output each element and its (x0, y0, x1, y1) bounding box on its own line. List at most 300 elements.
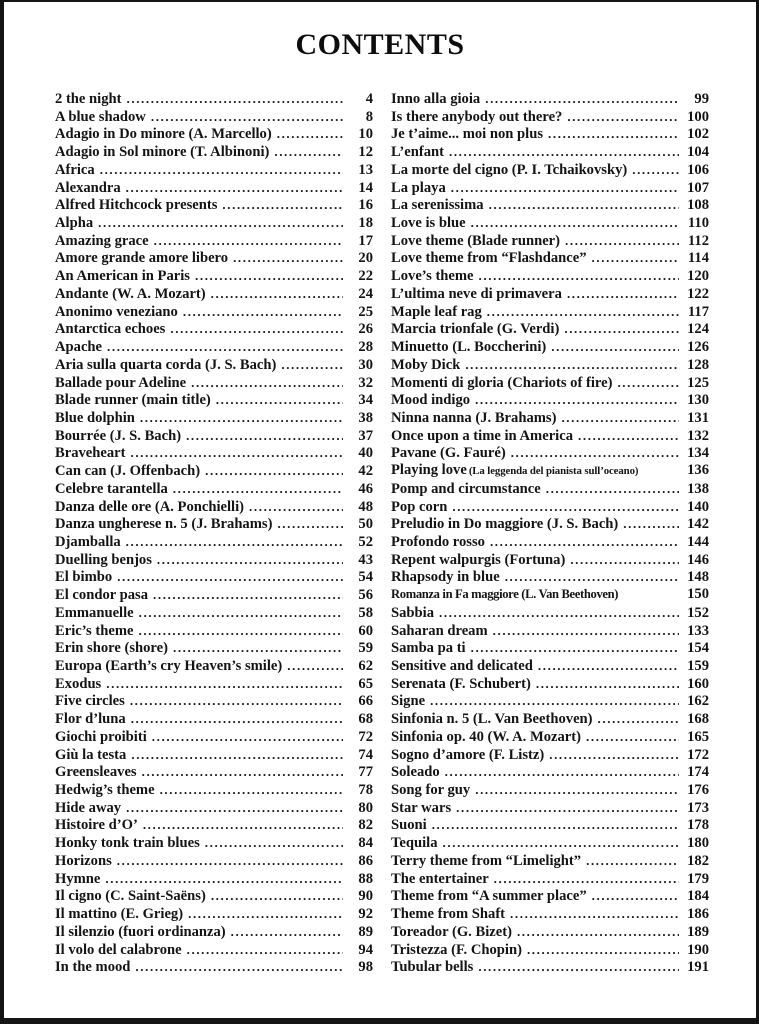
toc-entry-text (391, 640, 466, 657)
toc-entry-title: Romanza in Fa maggiore (L. Van Beethoven) (391, 587, 619, 602)
toc-entry-page: 80 (358, 799, 373, 816)
toc-entry-title: Adagio in Sol minore (T. Albinoni) (55, 144, 270, 161)
toc-entry (391, 941, 709, 959)
toc-entry-page: 10 (358, 126, 373, 143)
toc-entry (391, 781, 709, 799)
leader-dots (432, 816, 679, 834)
leader-dots (183, 303, 343, 321)
toc-entry-title: Hymne (55, 870, 101, 887)
toc-entry-text (391, 233, 560, 250)
toc-entry-page: 132 (687, 427, 709, 444)
toc-entry-title: Serenata (F. Schubert) (391, 675, 531, 692)
leader-dots (538, 657, 679, 675)
toc-entry-text (55, 91, 122, 108)
toc-entry-title: Il cigno (C. Saint-Saëns) (55, 888, 206, 905)
toc-entry (55, 285, 373, 303)
toc-entry-title: L’ultima neve di primavera (391, 285, 562, 302)
toc-entry-page: 59 (358, 640, 373, 657)
toc-entry-title: Danza ungherese n. 5 (J. Brahams) (55, 516, 273, 533)
toc-entry-text (55, 800, 121, 817)
toc-entry-text (55, 676, 101, 693)
toc-entry-title: Sinfonia op. 40 (W. A. Mozart) (391, 728, 581, 745)
toc-entry-title: Once upon a time in America (391, 427, 574, 444)
toc-entry-title: Toreador (G. Bizet) (391, 923, 512, 940)
toc-entry-text (55, 516, 272, 533)
toc-entry-text (55, 623, 133, 640)
toc-entry-title: Pop corn (391, 498, 448, 515)
toc-entry (391, 143, 709, 161)
leader-dots (107, 338, 343, 356)
toc-entry-text (391, 499, 447, 516)
toc-entry-page: 107 (687, 179, 709, 196)
leader-dots (478, 958, 679, 976)
toc-entry-title: Apache (55, 339, 103, 356)
toc-entry-title: Sinfonia n. 5 (L. Van Beethoven) (391, 711, 593, 728)
toc-entry-title: Maple leaf rag (391, 303, 482, 320)
toc-entry-title: Sogno d’amore (F. Listz) (391, 746, 545, 763)
toc-entry-title: Hedwig’s theme (55, 782, 155, 799)
toc-entry-page: 104 (687, 144, 709, 161)
toc-entry-page: 32 (358, 374, 373, 391)
toc-entry-title: Samba pa ti (391, 640, 466, 657)
toc-column-left (55, 90, 373, 976)
toc-entry-title: Amazing grace (55, 232, 149, 249)
toc-entry-title: Profondo rosso (391, 533, 485, 550)
leader-dots (479, 267, 679, 285)
leader-dots (139, 604, 343, 622)
toc-entry (391, 498, 709, 516)
toc-entry-title: Blue dolphin (55, 409, 135, 426)
toc-entry-title: Alpha (55, 215, 94, 232)
toc-entry-page: 190 (687, 941, 709, 958)
toc-entry-title: Soleado (391, 764, 440, 781)
toc-entry-page: 43 (358, 551, 373, 568)
toc-entry (391, 746, 709, 764)
toc-entry (391, 409, 709, 427)
leader-dots (106, 675, 343, 693)
toc-entry-text (391, 835, 438, 852)
toc-entry-text (55, 233, 149, 250)
toc-entry-title: Erin shore (shore) (55, 640, 168, 657)
toc-entry-text (391, 534, 485, 551)
toc-entry-text (55, 250, 228, 267)
toc-entry-page: 108 (687, 197, 709, 214)
toc-entry (391, 604, 709, 622)
toc-entry-text (55, 144, 269, 161)
toc-entry-title: Il silenzio (fuori ordinanza) (55, 923, 226, 940)
toc-entry-text (55, 888, 206, 905)
toc-entry-title: Ninna nanna (J. Brahams) (391, 409, 557, 426)
toc-entry-text (391, 321, 559, 338)
toc-entry (391, 444, 709, 462)
toc-entry-page: 28 (358, 339, 373, 356)
toc-entry-text (55, 658, 282, 675)
leader-dots (281, 356, 343, 374)
toc-entry-text (391, 942, 522, 959)
leader-dots (517, 923, 679, 941)
toc-entry-text (55, 392, 211, 409)
toc-entry-page: 98 (358, 959, 373, 976)
toc-entry (55, 214, 373, 232)
toc-entry-title: In the mood (55, 959, 131, 976)
leader-dots (567, 108, 679, 126)
toc-entry (55, 870, 373, 888)
toc-entry (55, 303, 373, 321)
toc-entry-page: 134 (687, 445, 709, 462)
toc-entry-title: Il volo del calabrone (55, 941, 182, 958)
leader-dots (140, 409, 343, 427)
toc-entry (391, 356, 709, 374)
toc-entry-page: 30 (358, 356, 373, 373)
toc-entry-title: Tristezza (F. Chopin) (391, 941, 522, 958)
toc-entry-text (391, 800, 451, 817)
toc-entry-text (391, 197, 484, 214)
toc-entry-title: Adagio in Do minore (A. Marcello) (55, 126, 272, 143)
leader-dots (586, 728, 679, 746)
leader-dots (578, 427, 679, 445)
toc-entry (391, 887, 709, 905)
toc-entry-title: Emmanuelle (55, 604, 134, 621)
leader-dots (623, 515, 679, 533)
leader-dots (152, 728, 343, 746)
toc-entry-text (55, 640, 168, 657)
toc-entry-page: 88 (358, 870, 373, 887)
toc-entry (391, 179, 709, 197)
toc-entry-text (391, 658, 533, 675)
toc-entry-page: 99 (694, 91, 709, 107)
toc-entry (55, 834, 373, 852)
toc-entry-text (55, 693, 125, 710)
leader-dots (188, 905, 343, 923)
toc-entry-title: Moby Dick (391, 356, 461, 373)
toc-entry-text (55, 747, 126, 764)
leader-dots (536, 675, 679, 693)
toc-entry (55, 320, 373, 338)
leader-dots (487, 303, 679, 321)
toc-entry-text (391, 304, 482, 321)
leader-dots (451, 179, 679, 197)
leader-dots (191, 374, 343, 392)
toc-entry-title: The entertainer (391, 870, 489, 887)
toc-entry-page: 18 (358, 215, 373, 232)
toc-entry-title: Africa (55, 161, 95, 178)
leader-dots (153, 586, 343, 604)
toc-entry (55, 923, 373, 941)
toc-entry-title: Hide away (55, 799, 122, 816)
leader-dots (565, 232, 679, 250)
toc-entry-title: Signe (391, 693, 426, 710)
toc-entry-text (391, 428, 573, 445)
toc-entry-page: 20 (358, 250, 373, 267)
toc-entry-text (55, 463, 200, 480)
toc-entry-page: 180 (687, 835, 709, 852)
leader-dots (445, 763, 679, 781)
toc-entry-title: Marcia trionfale (G. Verdi) (391, 321, 560, 338)
toc-entry (55, 887, 373, 905)
toc-entry-text (391, 729, 581, 746)
toc-entry-page: 50 (358, 516, 373, 533)
leader-dots (475, 391, 679, 409)
toc-entry-text (391, 623, 488, 640)
toc-entry-text (55, 782, 155, 799)
leader-dots (586, 852, 679, 870)
toc-entry-title: Exodus (55, 675, 102, 692)
toc-entry-title: La playa (391, 179, 446, 196)
toc-entry-page: 46 (358, 480, 373, 497)
toc-entry-text (391, 747, 544, 764)
toc-entry-title: Love is blue (391, 215, 466, 232)
toc-entry (391, 568, 709, 586)
toc-entry (55, 356, 373, 374)
leader-dots (617, 374, 679, 392)
toc-entry (391, 834, 709, 852)
toc-entry (55, 958, 373, 976)
toc-entry-page: 68 (358, 711, 373, 728)
toc-entry (391, 870, 709, 888)
toc-entry-text (55, 711, 126, 728)
toc-column-right (391, 90, 709, 976)
toc-entry-page: 172 (687, 746, 709, 763)
leader-dots (274, 143, 343, 161)
toc-entry-page: 130 (687, 392, 709, 409)
leader-dots (126, 179, 343, 197)
leader-dots (632, 161, 679, 179)
toc-entry-page: 144 (687, 533, 709, 550)
toc-entry-text (391, 711, 593, 728)
toc-entry (55, 179, 373, 197)
leader-dots (216, 391, 343, 409)
toc-entry (391, 515, 709, 533)
toc-entry-text (55, 410, 135, 427)
toc-entry-page: 54 (358, 569, 373, 586)
toc-entry-title: Love’s theme (391, 268, 474, 285)
toc-entry (55, 568, 373, 586)
toc-entry-title: An American in Paris (55, 268, 190, 285)
toc-entry (391, 639, 709, 657)
leader-dots (117, 852, 343, 870)
toc-entry (55, 852, 373, 870)
toc-entry-title: Flor d’luna (55, 711, 126, 728)
toc-entry-text (391, 268, 474, 285)
toc-entry-page: 56 (358, 587, 373, 604)
toc-entry-page: 102 (687, 126, 709, 143)
toc-entry-page: 34 (358, 392, 373, 409)
contents-page (4, 2, 756, 1018)
toc-entry (55, 498, 373, 516)
toc-entry (55, 90, 373, 108)
leader-dots (157, 551, 343, 569)
toc-entry-title: Theme from “A summer place” (391, 888, 587, 905)
toc-entry-text (55, 304, 178, 321)
toc-entry-text (55, 764, 137, 781)
leader-dots (527, 941, 679, 959)
toc-entry-title: Theme from Shaft (391, 906, 506, 923)
toc-entry (391, 852, 709, 870)
toc-entry-page: 140 (687, 498, 709, 515)
toc-entry (391, 462, 709, 480)
toc-entry (391, 905, 709, 923)
toc-entry-page: 159 (687, 658, 709, 674)
toc-entry-text (55, 534, 121, 551)
toc-entry-text (55, 605, 134, 622)
toc-entry-page: 72 (358, 728, 373, 745)
toc-entry-page: 62 (358, 658, 373, 674)
toc-entry-title: Tubular bells (391, 959, 474, 976)
toc-entry-page: 131 (687, 409, 709, 426)
toc-entry-page: 90 (358, 888, 373, 905)
toc-entry-page: 136 (687, 462, 709, 479)
toc-entry (55, 941, 373, 959)
toc-entry-text (391, 676, 531, 693)
toc-entry-text (391, 906, 505, 923)
toc-entry-page: 173 (687, 799, 709, 816)
leader-dots (126, 533, 343, 551)
leader-dots (561, 409, 679, 427)
toc-entry-title: Is there anybody out there? (391, 108, 563, 125)
toc-entry-page: 25 (358, 303, 373, 320)
toc-entry-text (391, 817, 427, 834)
leader-dots (494, 870, 679, 888)
leader-dots (151, 108, 343, 126)
toc-entry-page: 89 (358, 923, 373, 940)
toc-entry-page: 17 (358, 232, 373, 249)
toc-entry (55, 905, 373, 923)
toc-entry (55, 639, 373, 657)
toc-entry-text (55, 357, 276, 374)
toc-entry-title: Il mattino (E. Grieg) (55, 906, 184, 923)
toc-entry (391, 480, 709, 498)
toc-entry-page: 154 (687, 640, 709, 657)
toc-entry-page: 42 (358, 463, 373, 480)
toc-entry-text (55, 339, 102, 356)
toc-entry-page: 114 (687, 250, 709, 267)
toc-entry-title: El condor pasa (55, 587, 148, 604)
toc-entry-page: 176 (687, 782, 709, 799)
toc-entry (391, 391, 709, 409)
toc-entry (391, 232, 709, 250)
toc-entry-title: Histoire d’O’ (55, 817, 138, 834)
toc-entry-text (391, 693, 425, 710)
toc-entry-page: 100 (687, 108, 709, 125)
toc-entry-title: Aria sulla quarta corda (J. S. Bach) (55, 356, 277, 373)
toc-entry (55, 338, 373, 356)
toc-entry-page: 14 (358, 179, 373, 196)
leader-dots (277, 515, 343, 533)
toc-entry (391, 320, 709, 338)
leader-dots (131, 444, 343, 462)
toc-entry-title: 2 the night (55, 91, 122, 107)
toc-entry-page: 40 (358, 445, 373, 462)
leader-dots (233, 249, 343, 267)
toc-entry (391, 763, 709, 781)
toc-entry-page: 162 (687, 693, 709, 710)
toc-entry (391, 196, 709, 214)
toc-entry-text (55, 817, 138, 834)
toc-entry-text (391, 516, 618, 533)
toc-entry-title: Pomp and circumstance (391, 480, 541, 497)
toc-entry-page: 191 (687, 959, 709, 976)
toc-entry-title: Tequila (391, 835, 438, 852)
toc-entry-text (55, 126, 272, 143)
toc-entry-title: Song for guy (391, 782, 471, 799)
toc-entry-text (55, 853, 112, 870)
toc-entry-title: Amore grande amore libero (55, 250, 229, 267)
toc-entry-text (391, 162, 627, 179)
toc-entry-page: 16 (358, 197, 373, 214)
toc-entry-title: Eric’s theme (55, 622, 134, 639)
toc-entry-page: 142 (687, 516, 709, 533)
toc-entry-title: Celebre tarantella (55, 480, 168, 497)
toc-entry-text (55, 942, 182, 959)
toc-entry-page: 148 (687, 569, 709, 586)
toc-entry-text (55, 428, 181, 445)
leader-dots (117, 568, 343, 586)
toc-entry-text (55, 587, 148, 604)
toc-entry-page: 165 (687, 728, 709, 745)
toc-entry (391, 958, 709, 976)
leader-dots (205, 834, 343, 852)
toc-entry-title: Suoni (391, 817, 427, 834)
toc-entry-text (55, 375, 186, 392)
toc-entry (55, 108, 373, 126)
toc-entry (391, 710, 709, 728)
leader-dots (249, 498, 343, 516)
leader-dots (160, 781, 343, 799)
toc-entry-title: Andante (W. A. Mozart) (55, 285, 206, 302)
toc-entry (391, 125, 709, 143)
toc-entry-text (55, 924, 226, 941)
toc-entry-page: 8 (365, 108, 373, 125)
leader-dots (546, 480, 679, 498)
toc-entry (55, 781, 373, 799)
toc-entry (391, 551, 709, 569)
toc-entry-text (55, 959, 130, 976)
toc-entry-text (55, 215, 93, 232)
toc-entry-page: 186 (687, 906, 709, 923)
toc-entry-page: 106 (687, 161, 709, 178)
leader-dots (456, 799, 679, 817)
leader-dots (98, 214, 343, 232)
toc-entry (55, 232, 373, 250)
toc-entry-page: 112 (687, 232, 709, 249)
leader-dots (475, 781, 679, 799)
toc-entry-title: Djamballa (55, 533, 121, 550)
toc-entry-text (391, 782, 470, 799)
toc-entry-title: Sensitive and delicated (391, 658, 533, 674)
toc-entry-page: 52 (358, 533, 373, 550)
toc-entry-text (391, 853, 581, 870)
toc-entry (55, 657, 373, 675)
leader-dots (511, 444, 679, 462)
toc-entry-title: Honky tonk train blues (55, 835, 200, 852)
toc-entry (55, 746, 373, 764)
toc-entry-page: 58 (358, 604, 373, 621)
toc-entry-page: 152 (687, 604, 709, 621)
toc-entry-page: 124 (687, 321, 709, 338)
toc-entry-title: Terry theme from “Limelight” (391, 852, 582, 869)
toc-entry-title: Love theme from “Flashdance” (391, 250, 587, 267)
toc-entry (391, 267, 709, 285)
toc-entry-page: 150 (687, 586, 709, 603)
toc-entry-title: Danza delle ore (A. Ponchielli) (55, 498, 245, 515)
toc-entry-page: 184 (687, 888, 709, 905)
toc-entry (55, 551, 373, 569)
toc-entry-title: La serenissima (391, 197, 484, 214)
leader-dots (211, 285, 343, 303)
toc-entry-page: 77 (358, 764, 373, 781)
toc-entry-page: 82 (358, 817, 373, 834)
toc-entry-page: 160 (687, 675, 709, 692)
